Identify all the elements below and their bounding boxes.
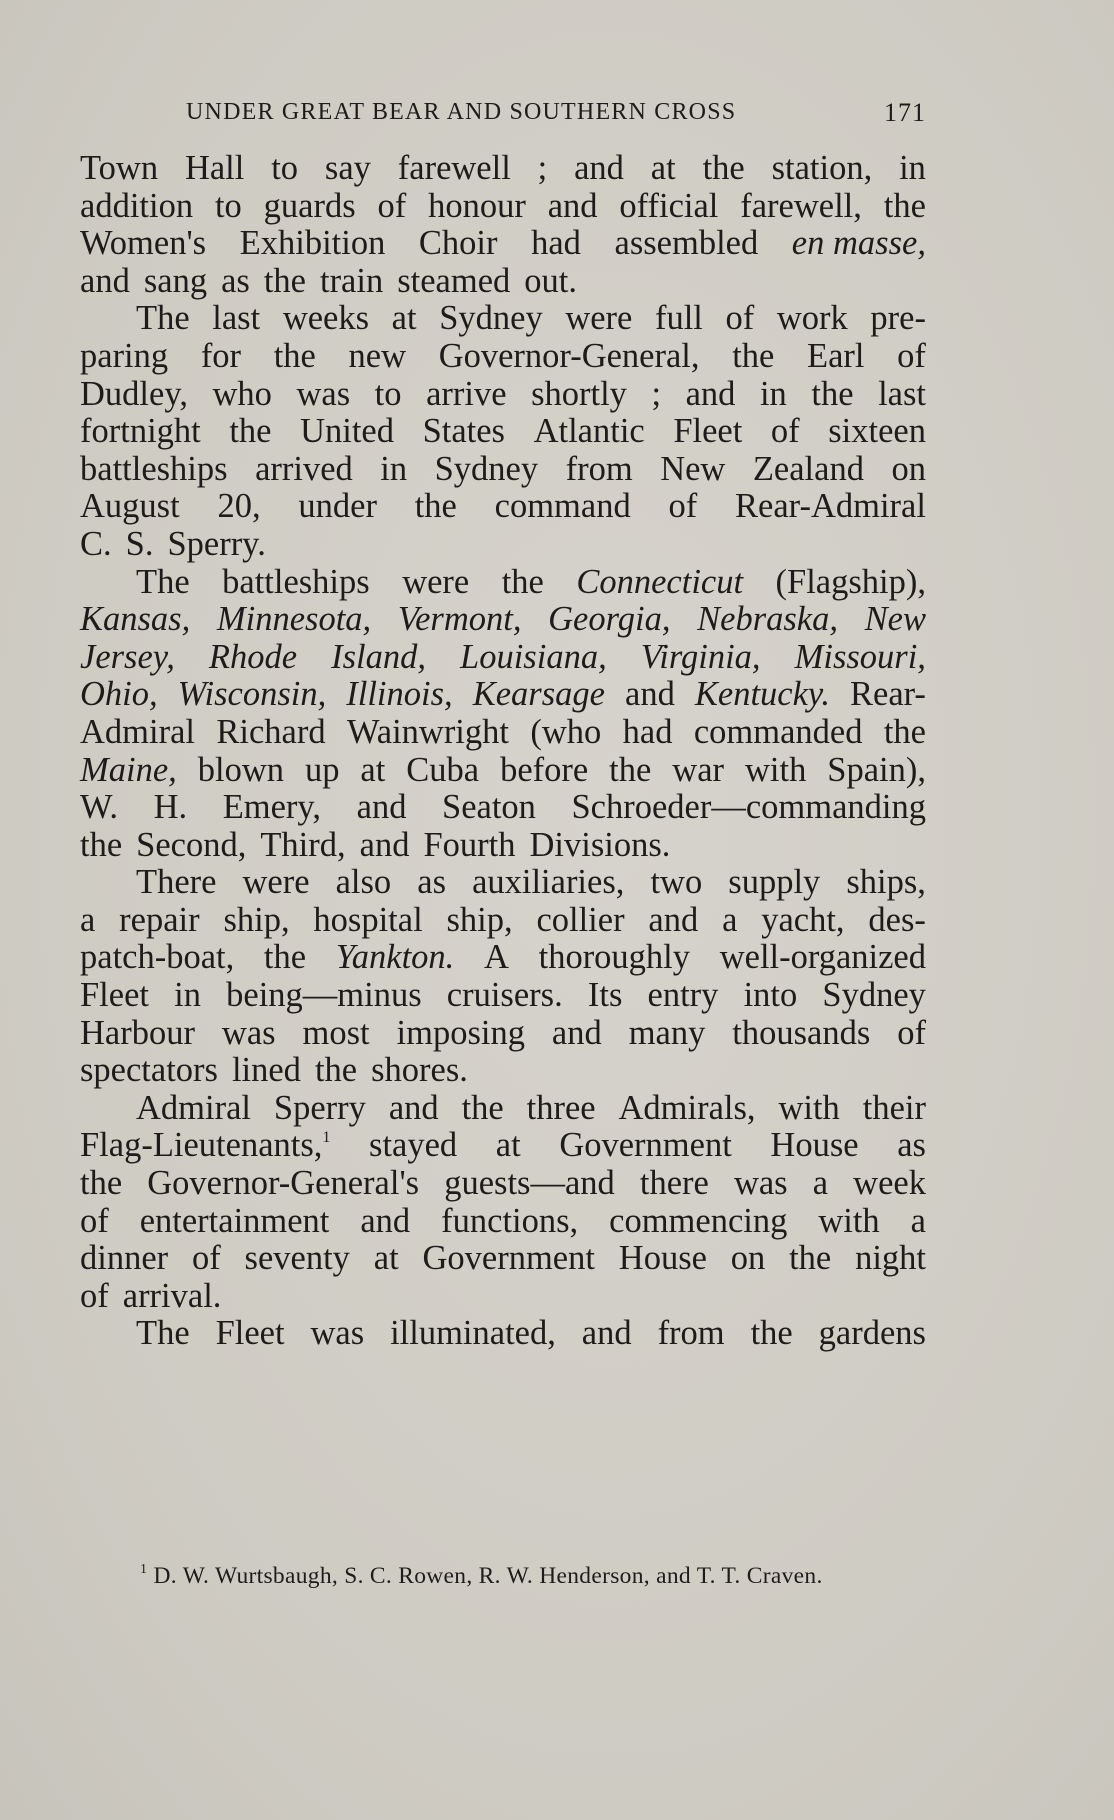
word: lined [231,1051,301,1090]
word: and [356,788,407,827]
text-line [80,451,926,489]
word: the [811,374,854,413]
word: at [495,1126,521,1165]
text-line [80,601,926,639]
word: Ohio, [80,675,158,714]
text-line [80,188,926,226]
word: had [622,712,673,751]
text-line [80,300,926,338]
word: battleships [222,562,370,601]
word: many [628,1013,706,1052]
word: Harbour [80,1013,195,1052]
word: in [899,149,926,187]
word: Earl [807,336,865,375]
word: farewell, [740,186,862,225]
word: the [80,825,123,864]
word: Exhibition [239,224,386,263]
word: honour [428,186,526,225]
word: to [214,186,242,225]
word: repair [119,900,200,939]
word: at [360,750,386,789]
text-line [80,639,926,677]
word: Third, [260,825,346,864]
word: the [273,336,316,375]
word: new [348,336,407,375]
word: Cuba [406,750,480,789]
word: Sydney [434,449,539,488]
word: commanded [693,712,863,751]
word: on [891,449,926,488]
word: of [770,412,800,451]
word: Hall [184,149,245,187]
word: had [531,224,581,263]
word: collier [536,900,625,939]
footnote-marker: 1 [140,1562,148,1577]
word: and [574,149,624,187]
word: illuminated, [390,1314,556,1353]
text-line [80,488,926,526]
word: Jersey, [80,637,175,676]
word: Fleet [673,412,743,451]
word: en masse, [791,224,926,263]
word: the [263,261,306,300]
word: Maine, [80,750,177,789]
word: the [501,562,544,601]
word: Fleet [80,976,149,1015]
word: Sydney [822,976,926,1015]
word: Minnesota, [216,600,372,639]
word: (Flagship), [775,562,926,601]
text-line [80,1052,926,1090]
word: was [221,1013,276,1052]
word: the [883,186,926,225]
word: were [402,562,470,601]
word: auxiliaries, [472,863,625,902]
body-text [80,150,926,1353]
text-line [80,864,926,902]
running-title: UNDER GREAT BEAR AND SOUTHERN CROSS [186,99,737,125]
word: shores. [371,1051,468,1090]
word: at [373,1239,399,1278]
word: at [391,299,417,338]
word: gardens [818,1314,926,1353]
word: of [377,186,407,225]
word: week [853,1164,926,1203]
word: New [660,449,726,488]
word: three [526,1088,596,1127]
word: at [650,149,676,187]
text-line [80,1165,926,1203]
word: United [300,412,394,451]
text-line [80,1127,926,1165]
word: a [910,1201,926,1240]
word: Nebraska, [697,600,838,639]
word: out. [524,261,577,300]
word: Admiral [80,712,195,751]
word: their [862,1088,926,1127]
word: House [618,1239,707,1278]
word: commencing [609,1201,788,1240]
word: ; [651,374,662,413]
word: supply [728,863,821,902]
word: thousands [732,1013,871,1052]
word: States [422,412,505,451]
running-header [186,98,926,126]
word: addition [80,186,194,225]
word: Fourth [423,825,516,864]
word: a [812,1164,829,1203]
word: well-organized [719,938,926,977]
word: New [864,600,926,639]
word: S. [125,524,154,563]
word: entertainment [139,1201,330,1240]
word: Richard [216,712,326,751]
word: on [730,1239,766,1278]
word: C. [80,524,112,563]
word: in [380,449,408,488]
word: the [229,412,272,451]
word: Sperry. [167,524,266,563]
word: up [304,750,340,789]
word: steamed [397,261,511,300]
word: 20, [217,487,261,526]
word: seventy [244,1239,350,1278]
word: des- [868,900,926,939]
word: The [136,562,190,601]
word: Women's [80,224,207,263]
word: Admirals, [618,1088,756,1127]
word: farewell [397,149,511,187]
word: were [242,863,310,902]
word: from [565,449,633,488]
word: ; [537,149,548,187]
text-line [80,1315,926,1353]
word: to [271,149,299,187]
footnote [140,1563,926,1590]
word: Island, [331,637,426,676]
text-line [80,376,926,414]
word: to [374,374,402,413]
word: and [581,1314,632,1353]
word: work [776,299,848,338]
word: sixteen [828,412,926,451]
word: Wainwright [346,712,509,751]
text-line [80,752,926,790]
word: last [878,374,926,413]
word: the [461,1088,504,1127]
word: Rhode [208,637,298,676]
word: under [298,487,377,526]
word: the [750,1314,793,1353]
word: guards [263,186,356,225]
word: blown [197,750,284,789]
word: and [360,1201,411,1240]
word: Dudley, [80,374,188,413]
word: full [654,299,703,338]
word: ship, [223,900,290,939]
word: of [80,1276,109,1315]
word: arrive [426,374,507,413]
word: the [702,149,745,187]
word: a [722,900,738,939]
word: Emery, [222,788,322,827]
text-line [80,977,926,1015]
word: ships, [846,863,926,902]
word: command [494,487,631,526]
word: Schroeder—commanding [571,788,926,827]
word: Government [559,1126,732,1165]
word: last [212,299,261,338]
text-line [80,1240,926,1278]
word: battleships [80,449,228,488]
page-number: 171 [884,98,926,127]
word: a [80,900,96,939]
word: and [625,675,675,714]
text-line [80,1090,926,1128]
word: Missouri, [794,637,926,676]
word: weeks [282,299,370,338]
word: and [648,900,699,939]
word: Kansas, [80,600,191,639]
word: Vermont, [397,600,522,639]
text-line [80,789,926,827]
word: there [639,1164,709,1203]
word: was [733,1164,788,1203]
word: patch-boat, [80,938,235,977]
footnote-reference: 1 [322,1129,331,1147]
word: dinner [80,1239,169,1278]
word: as [417,863,446,902]
word: thoroughly [538,938,691,977]
word: W. [80,788,119,827]
word: the [609,750,652,789]
word: hospital [313,900,423,939]
word: spectators [80,1051,218,1090]
word: Rear- [850,675,926,714]
word: Town [80,149,159,187]
word: most [302,1013,370,1052]
word: Divisions. [529,825,671,864]
word: There [136,863,217,902]
word: House [770,1126,859,1165]
word: Rear-Admiral [735,487,926,526]
word: from [657,1314,725,1353]
word: Choir [418,224,498,263]
text-line [80,338,926,376]
word: and [547,186,598,225]
word: arrived [255,449,353,488]
word: A [484,938,509,977]
word: pre- [870,299,926,338]
word: Seaton [442,788,536,827]
word: Fleet [215,1314,285,1353]
word: of [897,336,926,375]
text-line [80,827,926,865]
word: the [414,487,457,526]
word: Spain), [827,750,926,789]
word: of [668,487,698,526]
text-line [80,150,926,188]
word: Flag-Lieutenants,$^1$ [80,1126,331,1165]
word: before [500,750,589,789]
text-line [80,413,926,451]
word: Georgia, [548,600,671,639]
text-line [80,1203,926,1241]
word: the [732,336,775,375]
word: as [897,1126,926,1165]
word: August [80,487,180,526]
word: with [818,1201,880,1240]
word: and [80,261,130,300]
word: Kearsage [472,675,605,714]
word: of [80,1201,109,1240]
word: with [744,750,807,789]
word: Louisiana, [460,637,607,676]
word: say [324,149,371,187]
word: official [619,186,719,225]
word: Sydney [439,299,543,338]
word: the [314,1051,358,1090]
word: night [855,1239,926,1278]
word: was [310,1314,365,1353]
text-line [80,1278,926,1316]
word: Governor-General's [147,1164,420,1203]
word: the [263,938,307,977]
text-line [80,526,926,564]
word: Illinois, [346,675,453,714]
word: Kentucky. [694,675,830,714]
word: Sperry [273,1088,366,1127]
word: imposing [396,1013,525,1052]
word: in [174,976,201,1015]
word: who [212,374,272,413]
word: The [136,1314,190,1353]
word: train [319,261,384,300]
word: Connecticut [576,562,744,601]
word: two [650,863,703,902]
word: paring [80,336,169,375]
word: fortnight [80,412,201,451]
word: Virginia, [640,637,761,676]
word: Atlantic [533,412,645,451]
text-line [80,225,926,263]
text-line [80,902,926,940]
word: also [335,863,392,902]
word: of [191,1239,221,1278]
word: as [221,261,250,300]
text-line [80,564,926,602]
word: functions, [441,1201,579,1240]
footnote-text: D. W. Wurtsbaugh, S. C. Rowen, R. W. Henderson, and T. T. Craven. [153,1563,823,1589]
word: and [388,1088,439,1127]
word: sang [143,261,208,300]
word: H. [153,788,188,827]
text-line [80,263,926,301]
word: Its [587,976,623,1015]
word: being—minus [226,976,422,1015]
word: ship, [446,900,513,939]
text-line [80,676,926,714]
word: shortly [531,374,627,413]
word: entry [647,976,719,1015]
word: Second, [136,825,247,864]
word: arrival. [122,1276,222,1315]
word: station, [771,149,873,187]
text-line [80,714,926,752]
word: The [136,299,190,338]
text-line [80,939,926,977]
word: of [725,299,755,338]
word: assembled [614,224,759,263]
word: guests—and [444,1164,615,1203]
word: of [897,1013,926,1052]
word: cruisers. [446,976,563,1015]
word: with [778,1088,840,1127]
word: war [672,750,725,789]
word: Government [422,1239,595,1278]
word: Zealand [752,449,864,488]
word: and [685,374,736,413]
word: the [80,1164,123,1203]
word: (who [530,712,602,751]
word: was [296,374,351,413]
word: Admiral [136,1088,251,1127]
word: and [551,1013,602,1052]
word: stayed [369,1126,458,1165]
word: the [883,712,926,751]
word: in [759,374,787,413]
word: Yankton. [335,938,455,977]
word: and [359,825,410,864]
word: into [743,976,798,1015]
word: were [565,299,633,338]
word: Governor-General, [438,336,700,375]
text-line [80,1015,926,1053]
word: Wisconsin, [177,675,327,714]
word: for [200,336,242,375]
word: yacht, [761,900,845,939]
word: the [789,1239,832,1278]
